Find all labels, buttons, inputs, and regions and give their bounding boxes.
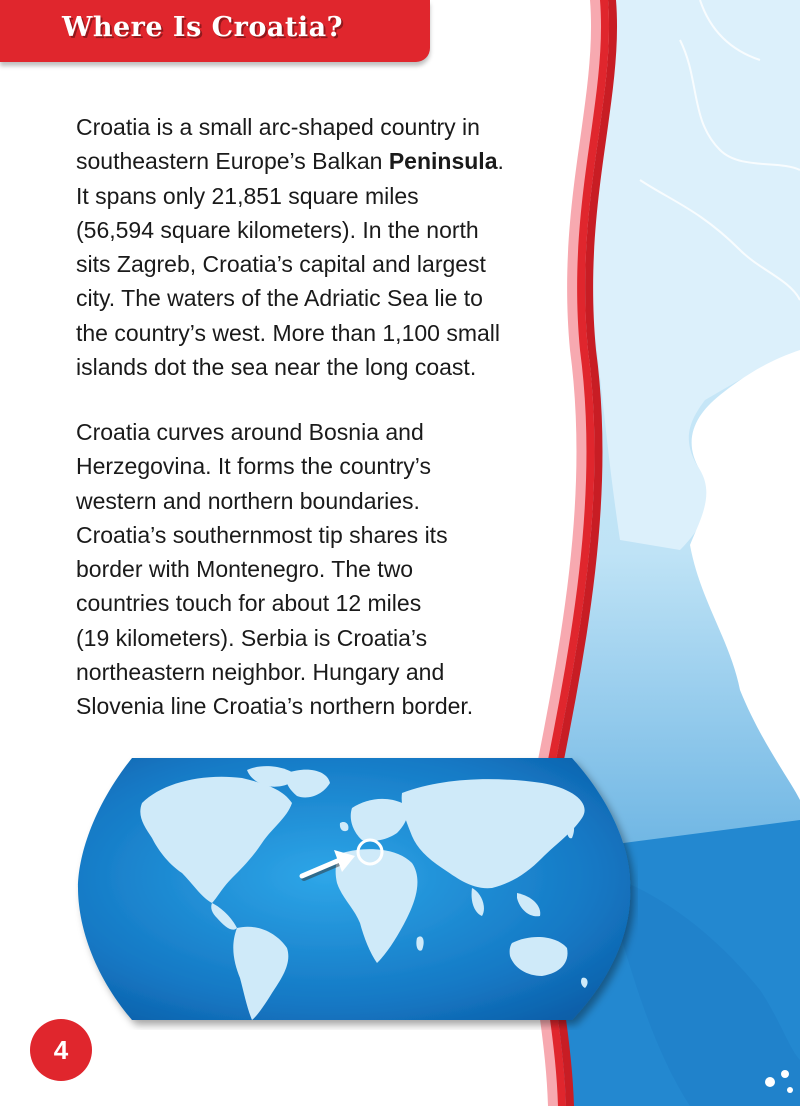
text-line: the country’s west. More than 1,100 small [76,319,501,346]
text-line: It spans only 21,851 square miles [76,182,419,209]
text-line: Croatia curves around Bosnia and [76,419,424,445]
title-banner [0,0,430,62]
text-line: border with Montenegro. The two [76,556,414,583]
text-line: northeastern neighbor. Hungary and [76,659,445,686]
text-line: Herzegovina. It forms the country’s [76,453,431,480]
text-line: islands dot the sea near the long coast. [76,354,477,381]
text-line: Slovenia line Croatia’s northern border. [76,693,474,720]
punctuation: . [497,148,504,175]
text-line: city. The waters of the Adriatic Sea lie to [76,285,483,312]
text-line: Croatia’s southernmost tip shares its [76,521,448,548]
text-line: Croatia is a small arc-shaped country in [76,114,480,140]
text-line: sits Zagreb, Croatia’s capital and largest [76,251,486,278]
text-line [76,144,546,178]
text-line: (19 kilometers). Serbia is Croatia’s [76,624,428,651]
page-title: Where Is Croatia? [62,12,343,43]
text-line: (56,594 square kilometers). In the north [76,216,479,243]
text-line: countries touch for about 12 miles [76,590,422,617]
paragraph-borders [76,415,546,724]
text-segment: southeastern Europe’s Balkan [76,148,389,175]
paragraph-intro [76,110,546,384]
glossary-term: Peninsula [388,148,498,175]
page-number-badge: 4 [30,1019,92,1081]
text-line: western and northern boundaries. [76,487,420,514]
world-locator-map [72,748,638,1030]
